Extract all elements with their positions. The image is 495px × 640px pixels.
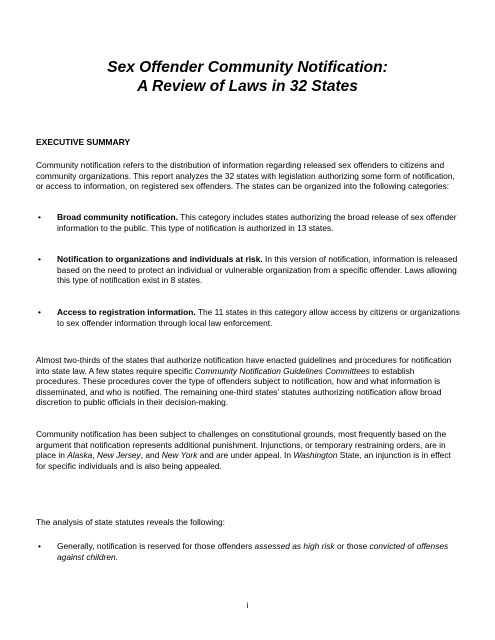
text-run-italic: Community Notification Guidelines Committees — [194, 365, 370, 376]
text-run: and are under appeal. In — [197, 450, 294, 461]
text-run-italic: assessed as high risk — [254, 541, 335, 551]
intro-paragraph: Community notification refers to the distribution of information regarding released sex offenders to citizens and community organizations. This report analyzes the 32 states with legislation authorizing some form of notification, or access to information, on registered sex offenders. The states can be organized into the following categories: — [36, 160, 455, 192]
bullet-icon: • — [38, 254, 41, 264]
document-title — [40, 58, 455, 96]
state-name: Alaska — [67, 450, 93, 461]
category-item-access — [36, 307, 460, 328]
state-name: New York — [161, 450, 198, 461]
text-run-italic: offenses against children — [57, 541, 449, 562]
text-run: , and — [140, 450, 162, 461]
state-name: New Jersey — [97, 450, 141, 461]
section-heading: EXECUTIVE SUMMARY — [36, 137, 131, 147]
title-line-1: Sex Offender Community Notification: — [107, 59, 388, 76]
text-run: of — [404, 541, 417, 551]
category-item-at-risk — [36, 254, 460, 286]
text-run: . — [115, 551, 118, 562]
text-run: Generally, notification is reserved for those offenders — [57, 541, 255, 551]
finding-item — [36, 541, 460, 562]
bullet-icon: • — [38, 307, 41, 317]
text-run: , — [92, 450, 97, 461]
bullet-icon: • — [38, 541, 41, 551]
text-run: State, an injunction is in effect for specific individuals and is also being appealed. — [36, 450, 451, 471]
page-number: i — [246, 600, 249, 610]
title-line-2: A Review of Laws in 32 States — [137, 78, 358, 95]
category-text: In this version of notification, information is released based on the need to protect an individual or vulnerable organization from a specific offender. Laws allowing this type of notification exist in 8 states. — [57, 254, 458, 286]
state-name: Washington — [293, 450, 338, 461]
text-run: or those — [334, 541, 370, 551]
category-term: Broad community notification. — [57, 212, 178, 222]
text-run: Community notification has been subject to challenges on constitutional grounds, most frequently based on the argument that notification represents additional punishment. Injunctions, or temporary restraining orders, are in place in — [36, 429, 447, 461]
category-item-broad — [36, 212, 460, 233]
category-text: The 11 states in this category allow access by citizens or organizations to sex offender information through local law enforcement. — [57, 307, 460, 328]
text-run: to establish procedures. These procedures cover the type of offenders subject to notification, how and what information is disseminated, and who is notified. The remaining one-third states’ statutes authorizing notification allow broad discretion to public officials in their decision-making. — [36, 365, 442, 408]
category-text: This category includes states authorizing the broad release of sex offender information to the public. This type of notification is authorized in 13 states. — [57, 212, 457, 233]
category-term: Notification to organizations and individuals at risk. — [57, 254, 263, 264]
challenges-paragraph — [36, 429, 460, 471]
guidelines-paragraph — [36, 355, 460, 408]
category-term: Access to registration information. — [57, 307, 196, 317]
analysis-intro: The analysis of state statutes reveals the following: — [36, 517, 226, 527]
bullet-icon: • — [38, 212, 41, 222]
text-run: Almost two-thirds of the states that authorize notification have enacted guidelines and procedures for notification into state law. A few states require specific — [36, 355, 452, 376]
text-run-italic: convicted — [369, 541, 405, 551]
